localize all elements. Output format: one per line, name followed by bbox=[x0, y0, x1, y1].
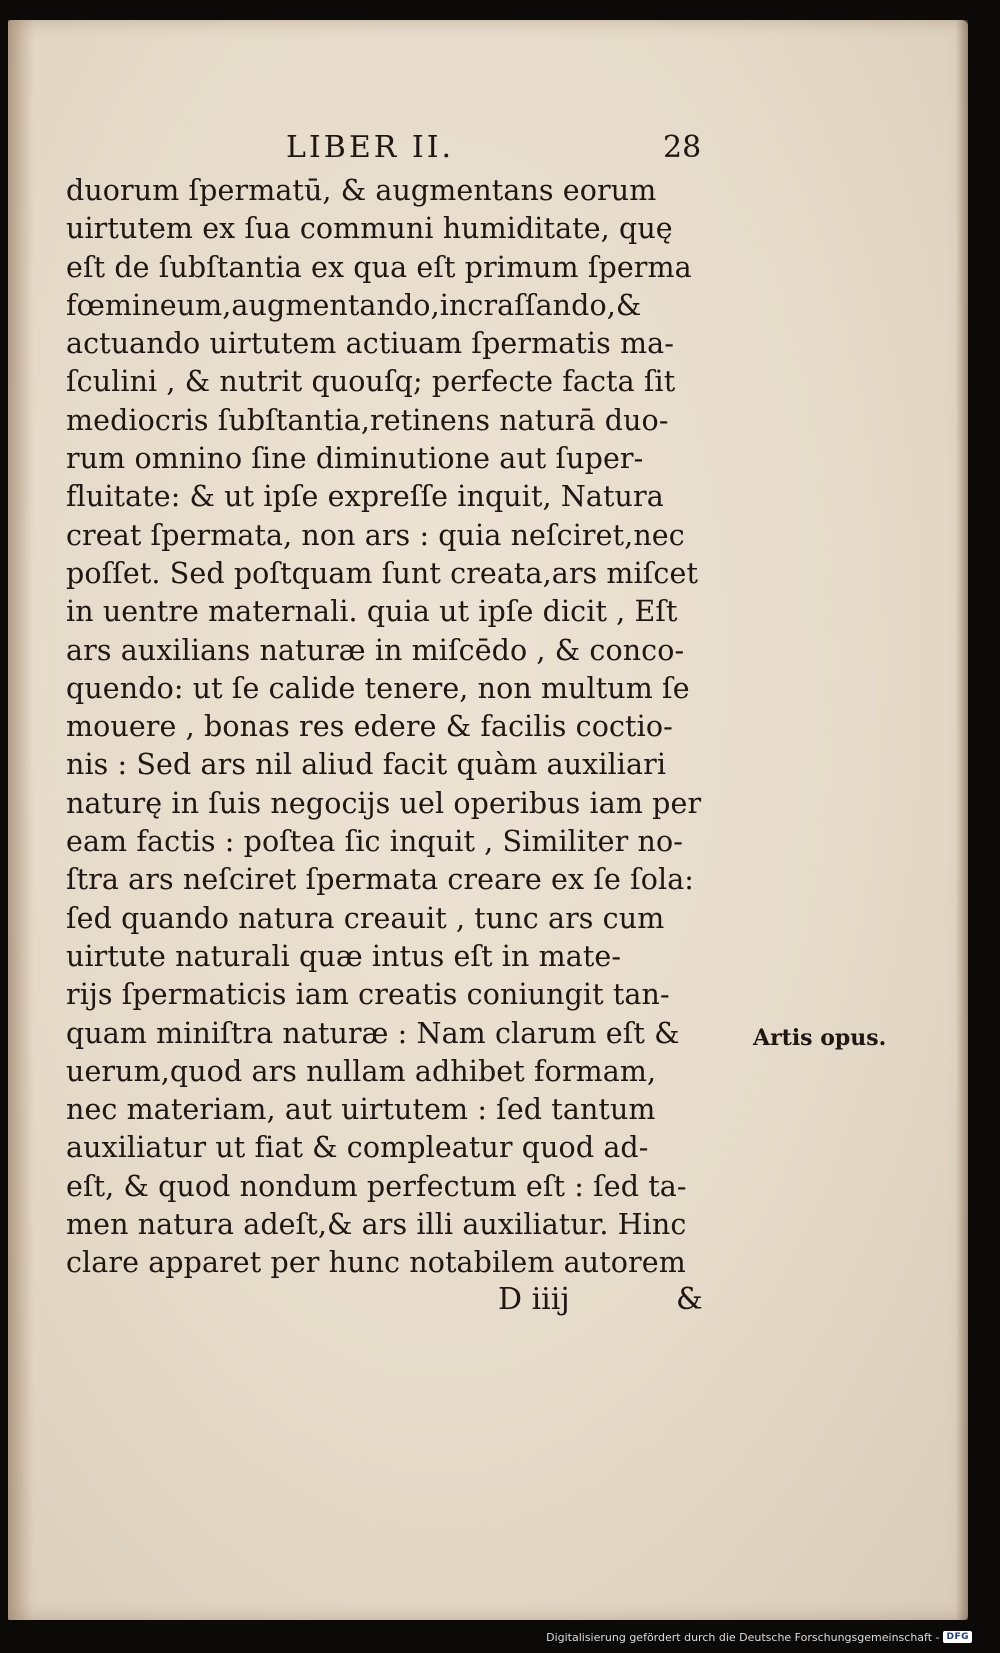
text-line: eſt de ſubſtantia ex qua eſt primum ſperma bbox=[66, 250, 692, 284]
digitization-credit bbox=[546, 1629, 972, 1645]
text-line: uirtute naturali quæ intus eſt in mate- bbox=[66, 939, 622, 973]
text-line: quendo: ut ſe calide tenere, non multum ſe bbox=[66, 671, 690, 705]
text-line: naturę in ſuis negocijs uel operibus iam per bbox=[66, 786, 702, 820]
text-line: eam factis : poſtea ſic inquit , Similiter no- bbox=[66, 825, 683, 859]
page-edge-shadow bbox=[956, 20, 968, 1620]
text-line: fœmineum,augmentando,incraſſando,& bbox=[66, 288, 642, 322]
text-line: ars auxilians naturæ in miſcēdo , & conco- bbox=[66, 633, 685, 667]
text-line: ſculini , & nutrit quouſq; perfecte facta ſit bbox=[66, 365, 676, 399]
text-line: nis : Sed ars nil aliud facit quàm auxiliari bbox=[66, 748, 667, 782]
text-line: clare apparet per hunc notabilem autorem bbox=[66, 1246, 686, 1280]
text-line: auxiliatur ut fiat & compleatur quod ad- bbox=[66, 1131, 649, 1165]
folio-number: 28 bbox=[663, 130, 702, 165]
text-line: uerum,quod ars nullam adhibet formam, bbox=[66, 1054, 657, 1088]
text-line: rijs ſpermaticis iam creatis coniungit tan- bbox=[66, 978, 670, 1012]
running-head-title: LIBER II. bbox=[286, 130, 455, 165]
text-line: ſtra ars neſciret ſpermata creare ex ſe ſola: bbox=[66, 863, 695, 897]
text-line: uirtutem ex ſua communi humiditate, quę bbox=[66, 212, 673, 246]
running-head bbox=[8, 130, 968, 170]
text-line: ſed quando natura creauit , tunc ars cum bbox=[66, 901, 665, 935]
text-line: quam miniſtra naturæ : Nam clarum eſt & bbox=[66, 1016, 680, 1050]
body-text bbox=[66, 172, 756, 1283]
text-line: actuando uirtutem actiuam ſpermatis ma- bbox=[66, 327, 674, 361]
text-line: nec materiam, aut uirtutem : ſed tantum bbox=[66, 1093, 656, 1127]
text-line: men natura adeſt,& ars illi auxiliatur. Hinc bbox=[66, 1208, 687, 1242]
catchword: & bbox=[676, 1282, 703, 1317]
signature-line bbox=[498, 1282, 738, 1322]
gutter-shadow bbox=[8, 20, 34, 1620]
text-line: eſt, & quod nondum perfectum eſt : ſed ta- bbox=[66, 1169, 687, 1203]
marginal-note: Artis opus. bbox=[753, 1025, 887, 1051]
text-line: duorum ſpermatū, & augmentans eorum bbox=[66, 174, 657, 207]
credit-text: Digitalisierung gefördert durch die Deutsche Forschungsgemeinschaft - bbox=[546, 1630, 940, 1644]
signature-mark: D iiij bbox=[498, 1282, 570, 1317]
text-line: creat ſpermata, non ars : quia neſciret,nec bbox=[66, 518, 685, 552]
text-line: in uentre maternali. quia ut ipſe dicit , Eſt bbox=[66, 595, 678, 629]
text-line: rum omnino ſine diminutione aut ſuper- bbox=[66, 442, 644, 476]
text-line: poſſet. Sed poſtquam ſunt creata,ars miſcet bbox=[66, 556, 698, 590]
text-line: mediocris ſubſtantia,retinens naturā duo- bbox=[66, 403, 669, 437]
book-page bbox=[8, 20, 968, 1620]
text-line: fluitate: & ut ipſe expreſſe inquit, Natura bbox=[66, 480, 664, 514]
text-line: mouere , bonas res edere & facilis coctio- bbox=[66, 710, 673, 744]
dfg-logo: DFG bbox=[943, 1631, 972, 1643]
